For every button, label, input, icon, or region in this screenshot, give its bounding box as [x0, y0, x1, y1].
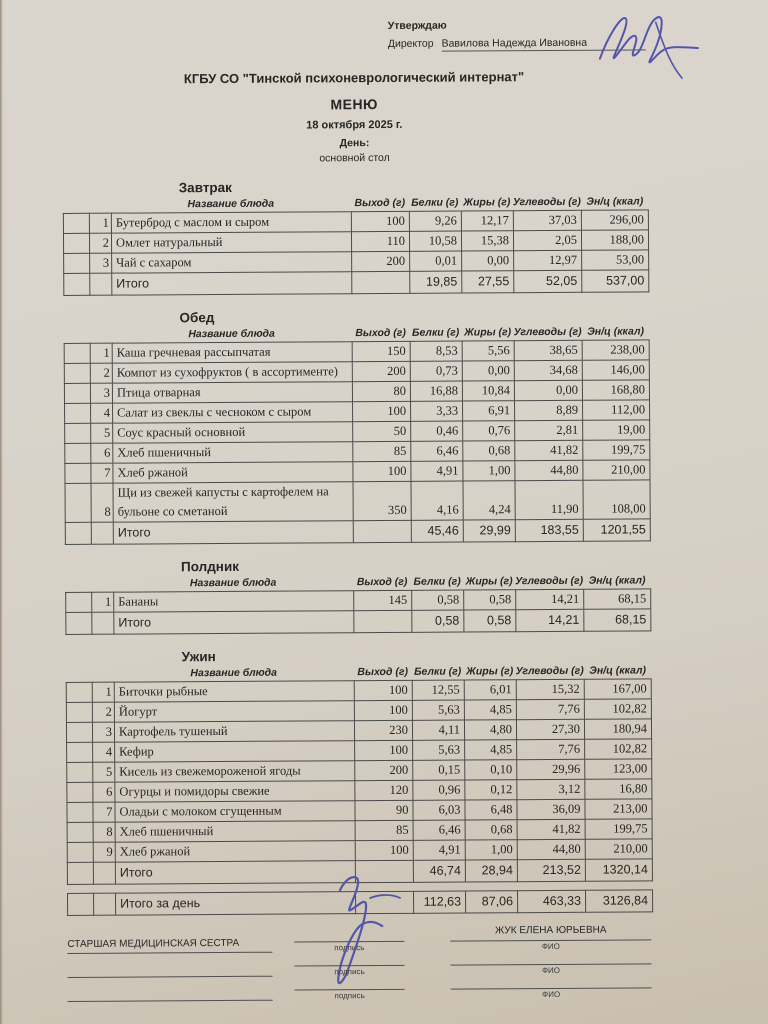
- column-header-out: Выход (г): [357, 665, 408, 679]
- dish-kcal: 102,82: [584, 739, 652, 759]
- dish-fat: 0,58: [463, 589, 515, 610]
- dish-output: 150: [352, 341, 410, 362]
- meal-table: [64, 325, 651, 545]
- dish-output: 85: [352, 442, 410, 462]
- dish-number: 6: [92, 783, 114, 803]
- row-spacer-cell: [65, 484, 91, 523]
- meal-table: [65, 574, 651, 635]
- column-header-name: Название блюда: [187, 197, 275, 211]
- dish-fat: 4,80: [464, 720, 516, 740]
- day-label: День:: [339, 137, 370, 150]
- dish-output: 50: [352, 422, 410, 442]
- totals-protein: 19,85: [409, 272, 461, 294]
- dish-kcal: 199,75: [582, 440, 650, 460]
- dish-number: 2: [89, 234, 111, 254]
- grand-total-row: [67, 889, 653, 916]
- dish-carbs: 29,96: [516, 760, 584, 780]
- dish-protein: 4,11: [412, 721, 464, 741]
- dish-name: Компот из сухофруктов ( в ассортименте): [112, 362, 352, 383]
- row-spacer-cell: [63, 254, 89, 274]
- dish-carbs: 2,05: [513, 231, 581, 251]
- dish-protein: 5,63: [412, 701, 464, 721]
- meal-section: [63, 307, 648, 545]
- row-spacer-cell: [65, 613, 91, 635]
- dish-number: 3: [89, 254, 111, 274]
- column-header-name: Название блюда: [190, 666, 277, 680]
- dish-number: 8: [93, 823, 115, 843]
- dish-output: 100: [351, 211, 409, 232]
- dish-protein: 8,53: [410, 341, 462, 362]
- meal-section: [65, 556, 649, 635]
- dish-output: 80: [352, 382, 410, 402]
- column-header-carbs: Углеводы (г): [515, 664, 584, 678]
- dish-name: Каша гречневая рассыпчатая: [112, 341, 352, 363]
- fio-caption: ФИО: [541, 941, 560, 952]
- dish-number: 4: [92, 743, 114, 763]
- row-spacer-cell: [64, 444, 90, 464]
- signature-caption: подпись: [334, 991, 365, 1001]
- document-date: 18 октября 2025 г.: [306, 118, 403, 132]
- approve-label: Утверждаю: [387, 19, 447, 32]
- dish-row: [65, 480, 651, 523]
- nurse-position-label: СТАРШАЯ МЕДИЦИНСКАЯ СЕСТРА: [67, 937, 240, 950]
- dish-fat: 0,68: [465, 820, 517, 840]
- row-spacer-cell: [67, 823, 93, 843]
- meal-table: [66, 664, 653, 885]
- dish-protein: 4,91: [410, 462, 462, 482]
- position-underline: [68, 976, 273, 978]
- dish-carbs: 3,12: [516, 780, 584, 800]
- totals-kcal: 68,15: [583, 609, 651, 631]
- dish-kcal: 199,75: [585, 819, 653, 839]
- dish-carbs: 44,80: [514, 461, 582, 481]
- day-value: основной стол: [319, 151, 390, 165]
- meal-title: Полдник: [180, 558, 240, 575]
- dish-output: 100: [352, 402, 410, 422]
- dish-kcal: 68,15: [583, 588, 651, 609]
- totals-fat: 0,58: [463, 610, 515, 632]
- dish-output: 100: [352, 462, 410, 482]
- dish-output: 350: [353, 482, 411, 521]
- dish-kcal: 19,00: [582, 420, 650, 440]
- dish-carbs: 7,76: [516, 700, 584, 720]
- dish-name: Птица отварная: [112, 382, 352, 403]
- dish-kcal: 167,00: [584, 678, 652, 699]
- row-spacer-cell: [66, 763, 92, 783]
- meal-totals-row: [65, 519, 651, 545]
- grand-total-kcal: 3126,84: [585, 889, 653, 912]
- dish-output: 90: [354, 801, 412, 821]
- dish-number: 3: [92, 723, 114, 743]
- dish-output: 200: [351, 252, 409, 272]
- dish-output: 145: [353, 590, 411, 611]
- dish-protein: 0,01: [409, 252, 461, 272]
- dish-protein: 4,91: [413, 841, 465, 861]
- dish-kcal: 53,00: [581, 250, 649, 270]
- dish-protein: 6,03: [412, 801, 464, 821]
- totals-spacer-cell: [91, 523, 113, 545]
- dish-output: 200: [354, 761, 412, 781]
- grand-total-fat: 87,06: [465, 890, 517, 913]
- row-spacer-cell: [64, 424, 90, 444]
- dish-fat: 0,10: [464, 760, 516, 780]
- column-header-out: Выход (г): [354, 196, 406, 210]
- dish-fat: 6,91: [462, 401, 514, 421]
- row-spacer-cell: [64, 464, 90, 484]
- row-spacer-cell: [66, 783, 92, 803]
- dish-protein: 0,73: [410, 362, 462, 382]
- meal-title: Завтрак: [178, 179, 232, 196]
- dish-protein: 3,33: [410, 402, 462, 422]
- row-spacer-cell: [67, 863, 93, 885]
- dish-kcal: 213,00: [584, 799, 652, 819]
- dish-fat: 12,17: [461, 210, 513, 231]
- dish-number: 1: [90, 343, 112, 364]
- dish-number: 5: [92, 763, 114, 783]
- dish-number: 5: [90, 424, 112, 444]
- dish-fat: 0,00: [462, 361, 514, 381]
- dish-fat: 0,00: [461, 251, 513, 271]
- totals-spacer-cell: [89, 274, 111, 296]
- dish-kcal: 188,00: [581, 230, 649, 250]
- column-header-protein: Белки (г): [411, 326, 460, 339]
- dish-number: 2: [90, 364, 112, 384]
- column-header-fat: Жиры (г): [464, 326, 512, 339]
- row-spacer-cell: [66, 723, 92, 743]
- totals-label: Итого: [111, 272, 351, 295]
- dish-carbs: 12,97: [513, 251, 581, 271]
- dish-carbs: 36,09: [516, 800, 584, 820]
- dish-name: Чай с сахаром: [111, 252, 351, 273]
- dish-protein: 6,46: [413, 821, 465, 841]
- totals-protein: 46,74: [413, 861, 465, 883]
- dish-output: 110: [351, 232, 409, 252]
- dish-protein: 4,16: [411, 482, 463, 521]
- row-spacer-cell: [64, 404, 90, 424]
- dish-output: 200: [352, 362, 410, 382]
- position-underline: [67, 952, 272, 954]
- dish-protein: 0,46: [410, 422, 462, 442]
- column-header-protein: Белки (г): [414, 665, 462, 678]
- column-header-kcal: Эн/ц (ккал): [589, 664, 647, 677]
- dish-output: 100: [354, 741, 412, 761]
- dish-number: 1: [91, 592, 113, 613]
- dish-carbs: 44,80: [517, 840, 585, 860]
- meal-totals-row: [67, 859, 653, 885]
- grand-total-label: Итого за день: [115, 891, 355, 915]
- dish-kcal: 210,00: [585, 839, 653, 859]
- row-spacer-cell: [66, 743, 92, 763]
- dish-fat: 6,01: [464, 679, 516, 700]
- totals-protein: 0,58: [411, 611, 463, 633]
- dish-kcal: 102,82: [584, 699, 652, 719]
- column-header-protein: Белки (г): [413, 575, 461, 588]
- dish-protein: 0,58: [411, 590, 463, 611]
- nurse-fio: ЖУК ЕЛЕНА ЮРЬЕВНА: [494, 924, 607, 937]
- dish-output: 85: [355, 821, 413, 841]
- column-header-protein: Белки (г): [411, 196, 459, 209]
- meal-sections: [63, 177, 651, 885]
- row-spacer-cell: [64, 343, 90, 364]
- dish-number: 1: [89, 213, 111, 234]
- signature-block: [67, 924, 651, 1002]
- totals-fat: 27,55: [461, 271, 513, 293]
- totals-kcal: 537,00: [581, 270, 649, 292]
- grand-total-carbs: 463,33: [517, 890, 585, 913]
- totals-fat: 29,99: [463, 520, 515, 542]
- meal-totals-row: [65, 609, 651, 635]
- column-header-fat: Жиры (г): [466, 665, 514, 678]
- dish-carbs: 8,89: [514, 401, 582, 421]
- dish-kcal: 180,94: [584, 719, 652, 739]
- dish-carbs: 27,30: [516, 720, 584, 740]
- dish-name: Бутерброд с маслом и сыром: [111, 211, 351, 233]
- dish-protein: 0,15: [412, 761, 464, 781]
- totals-carbs: 213,52: [517, 860, 585, 882]
- column-header-name: Название блюда: [189, 576, 277, 590]
- dish-name: Биточки рыбные: [114, 680, 354, 702]
- dish-carbs: 38,65: [514, 340, 582, 361]
- dish-protein: 16,88: [410, 382, 462, 402]
- meal-section: [63, 177, 648, 296]
- dish-name: Кефир: [114, 741, 354, 762]
- dish-kcal: 210,00: [582, 460, 650, 480]
- dish-carbs: 34,68: [514, 361, 582, 381]
- totals-kcal: 1201,55: [583, 519, 651, 541]
- dish-carbs: 7,76: [516, 740, 584, 760]
- dish-fat: 1,00: [465, 840, 517, 860]
- document-title: МЕНЮ: [330, 96, 379, 113]
- dish-number: 7: [92, 803, 114, 823]
- signature-caption: подпись: [334, 967, 365, 977]
- dish-number: 6: [90, 444, 112, 464]
- dish-name: Соус красный основной: [112, 422, 352, 443]
- dish-name: Салат из свеклы с чесноком с сыром: [112, 402, 352, 423]
- dish-number: 7: [90, 464, 112, 484]
- totals-output-blank: [353, 611, 411, 633]
- dish-name: Хлеб ржаной: [112, 462, 352, 483]
- dish-fat: 0,76: [462, 421, 514, 441]
- approval-block: [388, 18, 646, 52]
- dish-carbs: 0,00: [514, 381, 582, 401]
- dish-number: 1: [92, 682, 114, 703]
- meal-title: Ужин: [181, 649, 216, 665]
- column-header-carbs: Углеводы (г): [513, 325, 582, 339]
- totals-kcal: 1320,14: [585, 859, 653, 881]
- totals-protein: 45,46: [411, 521, 463, 543]
- dish-protein: 5,63: [412, 741, 464, 761]
- dish-kcal: 146,00: [582, 360, 650, 380]
- totals-fat: 28,94: [465, 860, 517, 882]
- row-spacer-cell: [63, 234, 89, 254]
- dish-fat: 1,00: [462, 461, 514, 481]
- totals-spacer-cell: [93, 863, 115, 885]
- grand-total-protein: 112,63: [413, 891, 465, 914]
- dish-fat: 4,85: [464, 740, 516, 760]
- dish-carbs: 41,82: [517, 820, 585, 840]
- dish-protein: 9,26: [409, 211, 461, 232]
- column-header-fat: Жиры (г): [465, 575, 513, 588]
- dish-fat: 6,48: [464, 800, 516, 820]
- dish-number: 9: [93, 843, 115, 863]
- row-spacer-cell: [65, 592, 91, 613]
- row-spacer-cell: [63, 274, 89, 296]
- column-header-fat: Жиры (г): [463, 196, 511, 209]
- dish-number: 2: [92, 703, 114, 723]
- dish-kcal: 296,00: [581, 209, 649, 230]
- column-header-carbs: Углеводы (г): [515, 574, 584, 588]
- column-header-kcal: Эн/ц (ккал): [588, 574, 646, 587]
- dish-number: 3: [90, 384, 112, 404]
- row-spacer-cell: [63, 213, 89, 234]
- meal-table: [63, 195, 650, 296]
- totals-label: Итого: [113, 521, 353, 544]
- row-spacer-cell: [66, 682, 92, 703]
- row-spacer-cell: [67, 843, 93, 863]
- dish-fat: 10,84: [462, 381, 514, 401]
- dish-protein: 0,96: [412, 781, 464, 801]
- dish-carbs: 11,90: [514, 481, 582, 520]
- dish-fat: 4,24: [462, 481, 514, 520]
- dish-fat: 15,38: [461, 231, 513, 251]
- column-header-name: Название блюда: [188, 327, 275, 341]
- dish-name: Оладьи с молоком сгущенным: [114, 801, 354, 822]
- dish-output: 120: [354, 781, 412, 801]
- dish-kcal: 123,00: [584, 759, 652, 779]
- fio-caption: ФИО: [541, 965, 561, 976]
- dish-kcal: 108,00: [582, 480, 650, 519]
- director-label: Директор: [387, 37, 434, 50]
- dish-name: Бананы: [113, 590, 353, 612]
- dish-kcal: 238,00: [582, 339, 650, 360]
- column-header-kcal: Эн/ц (ккал): [587, 325, 645, 338]
- dish-name: Хлеб пшеничный: [112, 442, 352, 463]
- dish-number: 4: [90, 404, 112, 424]
- grand-total-table: [67, 889, 653, 916]
- dish-protein: 10,58: [409, 232, 461, 252]
- totals-label: Итого: [115, 861, 355, 884]
- dish-name: Щи из свежей капусты с картофелем на бульоне со сметаной: [113, 482, 353, 522]
- row-spacer-cell: [65, 523, 91, 545]
- dish-kcal: 16,80: [584, 779, 652, 799]
- dish-output: 100: [354, 701, 412, 721]
- dish-protein: 6,46: [410, 442, 462, 462]
- dish-name: Кисель из свежемороженой ягоды: [114, 761, 354, 782]
- dish-name: Огурцы и помидоры свежие: [114, 781, 354, 802]
- nurse-signature-ink: [312, 868, 403, 999]
- row-spacer-cell: [66, 803, 92, 823]
- organization-title: КГБУ СО "Тинской психоневрологический интернат": [183, 69, 525, 87]
- dish-fat: 0,68: [462, 441, 514, 461]
- dish-name: Картофель тушеный: [114, 721, 354, 742]
- dish-carbs: 37,03: [513, 210, 581, 231]
- totals-label: Итого: [113, 611, 353, 634]
- row-spacer-cell: [64, 364, 90, 384]
- dish-name: Хлеб ржаной: [115, 841, 355, 862]
- position-underline: [68, 1000, 273, 1002]
- signature-caption: подпись: [334, 943, 365, 953]
- meal-totals-row: [63, 270, 649, 296]
- totals-spacer-cell: [91, 613, 113, 635]
- dish-output: 100: [354, 680, 412, 701]
- totals-output-blank: [353, 521, 411, 543]
- row-spacer-cell: [64, 384, 90, 404]
- dish-kcal: 168,80: [582, 380, 650, 400]
- dish-output: 100: [355, 841, 413, 861]
- meal-section: [66, 646, 651, 885]
- column-header-kcal: Эн/ц (ккал): [586, 195, 644, 208]
- totals-output-blank: [351, 272, 409, 294]
- dish-fat: 4,85: [464, 700, 516, 720]
- dish-carbs: 41,82: [514, 441, 582, 461]
- dish-protein: 12,55: [412, 680, 464, 701]
- director-name: Вавилова Надежда Ивановна: [442, 36, 646, 51]
- totals-carbs: 14,21: [515, 610, 583, 632]
- totals-output-blank: [355, 861, 413, 883]
- dish-name: Йогурт: [114, 701, 354, 722]
- dish-fat: 5,56: [462, 340, 514, 361]
- column-header-carbs: Углеводы (г): [512, 195, 581, 209]
- dish-name: Хлеб пшеничный: [115, 821, 355, 842]
- dish-carbs: 2,81: [514, 421, 582, 441]
- dish-output: 230: [354, 721, 412, 741]
- dish-number: 8: [91, 484, 113, 523]
- fio-caption: ФИО: [542, 989, 561, 1000]
- dish-carbs: 14,21: [515, 589, 583, 610]
- column-header-out: Выход (г): [356, 575, 408, 589]
- totals-carbs: 183,55: [515, 520, 583, 542]
- dish-fat: 0,12: [464, 780, 516, 800]
- dish-name: Омлет натуральный: [111, 232, 351, 253]
- row-spacer-cell: [66, 703, 92, 723]
- totals-carbs: 52,05: [513, 271, 581, 293]
- meal-title: Обед: [179, 310, 215, 326]
- column-header-out: Выход (г): [355, 326, 406, 340]
- dish-kcal: 112,00: [582, 400, 650, 420]
- dish-carbs: 15,32: [516, 679, 584, 700]
